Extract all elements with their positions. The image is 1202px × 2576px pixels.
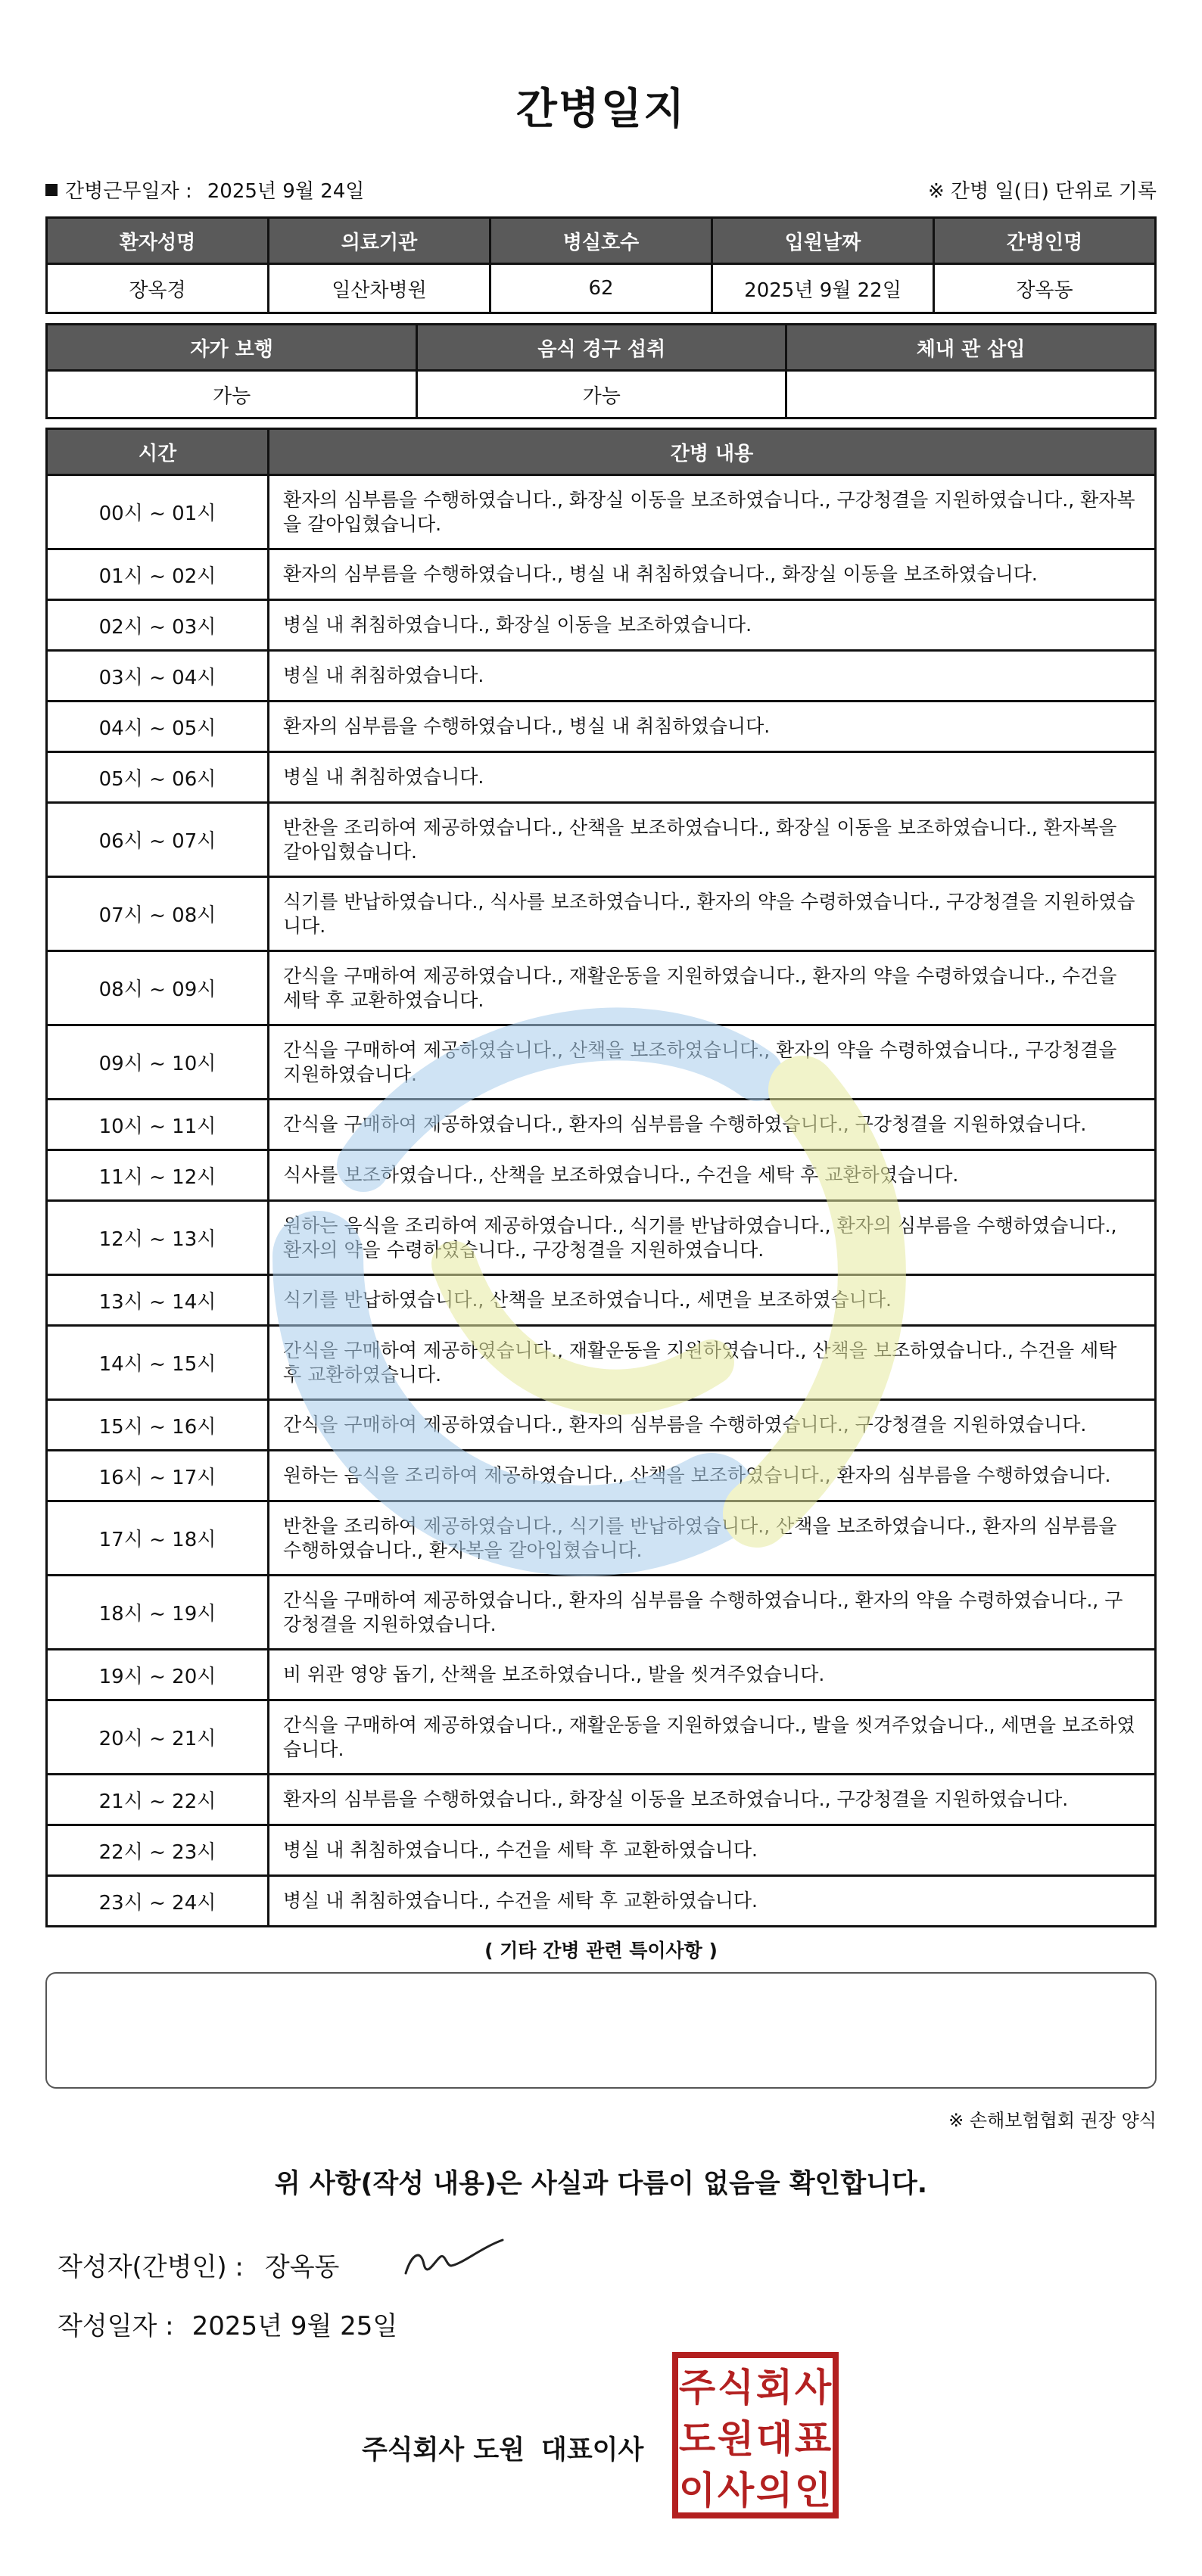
care-log-time: 10시 ~ 11시 [47,1100,269,1150]
care-log-content: 간식을 구매하여 제공하였습니다., 환자의 심부름을 수행하였습니다., 구강청결을 지원하였습니다. [269,1400,1156,1451]
care-log-row [47,1400,1156,1451]
care-log-time: 17시 ~ 18시 [47,1501,269,1576]
care-log-content: 환자의 심부름을 수행하였습니다., 화장실 이동을 보조하였습니다., 구강청결을 지원하였습니다., 환자복을 갈아입혔습니다. [269,475,1156,549]
written-date-label: 작성일자 : [58,2311,174,2341]
care-log-row [47,1775,1156,1825]
svg-text:사: 사 [717,2469,755,2512]
header-caregiver-name: 간병인명 [934,218,1156,264]
care-log-content: 간식을 구매하여 제공하였습니다., 재활운동을 지원하였습니다., 발을 씻겨주었습니다., 세면을 보조하였습니다. [269,1700,1156,1775]
care-log-row [47,1700,1156,1775]
care-log-time: 13시 ~ 14시 [47,1275,269,1326]
tube-insertion-value [786,371,1156,418]
company-name: 주식회사 도원 [362,2435,525,2466]
self-walking-value: 가능 [47,371,417,418]
care-log-time: 02시 ~ 03시 [47,600,269,651]
care-log-content: 환자의 심부름을 수행하였습니다., 화장실 이동을 보조하였습니다., 구강청결을 지원하였습니다. [269,1775,1156,1825]
care-log-time: 14시 ~ 15시 [47,1326,269,1400]
care-log-time: 08시 ~ 09시 [47,951,269,1025]
care-log-row [47,1100,1156,1150]
care-log-row [47,702,1156,752]
care-log-content: 병실 내 취침하였습니다., 수건을 세탁 후 교환하였습니다. [269,1825,1156,1876]
svg-text:식: 식 [717,2366,755,2410]
care-log-row [47,600,1156,651]
written-date-value: 2025년 9월 25일 [192,2311,398,2341]
care-log-row [47,1825,1156,1876]
header-admission-date: 입원날짜 [712,218,934,264]
header-care-content: 간병 내용 [269,429,1156,475]
header-patient-name: 환자성명 [47,218,269,264]
hospital-name: 일산차병원 [269,264,490,313]
care-log-row [47,1150,1156,1201]
square-bullet-icon [45,184,58,196]
care-log-content: 비 위관 영양 돕기, 산책을 보조하였습니다., 발을 씻겨주었습니다. [269,1650,1156,1700]
care-log-time: 22시 ~ 23시 [47,1825,269,1876]
oral-intake-value: 가능 [417,371,786,418]
care-log-time: 12시 ~ 13시 [47,1201,269,1275]
patient-info-header-row [47,218,1156,264]
svg-text:표: 표 [794,2417,832,2461]
patient-info-value-row [47,264,1156,313]
care-log-time: 05시 ~ 06시 [47,752,269,803]
care-status-header-row [47,325,1156,371]
care-log-content: 반찬을 조리하여 제공하였습니다., 식기를 반납하였습니다., 산책을 보조하였습니다., 환자의 심부름을 수행하였습니다., 환자복을 갈아입혔습니다. [269,1501,1156,1576]
care-log-row [47,1451,1156,1501]
care-log-time: 07시 ~ 08시 [47,877,269,951]
care-log-content: 간식을 구매하여 제공하였습니다., 산책을 보조하였습니다., 환자의 약을 수령하였습니다., 구강청결을 지원하였습니다. [269,1025,1156,1100]
care-log-content: 간식을 구매하여 제공하였습니다., 재활운동을 지원하였습니다., 산책을 보조하였습니다., 수건을 세탁 후 교환하였습니다. [269,1326,1156,1400]
form-source-note: ※ 손해보험협회 권장 양식 [948,2110,1157,2131]
header-hospital: 의료기관 [269,218,490,264]
work-date-value: 2025년 9월 24일 [207,180,365,203]
room-number: 62 [490,264,712,313]
care-log-time: 19시 ~ 20시 [47,1650,269,1700]
care-log-row [47,752,1156,803]
company-seal-stamp [671,2350,840,2520]
patient-name: 장옥경 [47,264,269,313]
care-log-content: 원하는 음식을 조리하여 제공하였습니다., 산책을 보조하였습니다., 환자의 심부름을 수행하였습니다. [269,1451,1156,1501]
care-log-time: 01시 ~ 02시 [47,549,269,600]
care-log-time: 21시 ~ 22시 [47,1775,269,1825]
care-log-content: 식기를 반납하였습니다., 산책을 보조하였습니다., 세면을 보조하였습니다. [269,1275,1156,1326]
header-room-number: 병실호수 [490,218,712,264]
writer-name: 장옥동 [264,2252,340,2282]
care-log-row [47,1326,1156,1400]
care-log-content: 반찬을 조리하여 제공하였습니다., 산책을 보조하였습니다., 화장실 이동을 보조하였습니다., 환자복을 갈아입혔습니다. [269,803,1156,877]
svg-text:주: 주 [678,2366,716,2410]
care-log-time: 06시 ~ 07시 [47,803,269,877]
company-title: 대표이사 [541,2435,644,2466]
header-time: 시간 [47,429,269,475]
care-log-content: 식사를 보조하였습니다., 산책을 보조하였습니다., 수건을 세탁 후 교환하였습니다. [269,1150,1156,1201]
care-log-time: 00시 ~ 01시 [47,475,269,549]
care-log-content: 원하는 음식을 조리하여 제공하였습니다., 식기를 반납하였습니다., 환자의 심부름을 수행하였습니다., 환자의 약을 수령하였습니다., 구강청결을 지원하였습니다. [269,1201,1156,1275]
care-log-content: 환자의 심부름을 수행하였습니다., 병실 내 취침하였습니다. [269,702,1156,752]
header-self-walking: 자가 보행 [47,325,417,371]
svg-text:대: 대 [755,2417,793,2461]
care-log-content: 식기를 반납하였습니다., 식사를 보조하였습니다., 환자의 약을 수령하였습니다., 구강청결을 지원하였습니다. [269,877,1156,951]
page-title: 간병일지 [515,85,687,134]
header-tube-insertion: 체내 관 삽입 [786,325,1156,371]
care-log-time: 16시 ~ 17시 [47,1451,269,1501]
care-log-content: 병실 내 취침하였습니다., 화장실 이동을 보조하였습니다. [269,600,1156,651]
care-log-row [47,549,1156,600]
care-log-row [47,475,1156,549]
care-log-time: 20시 ~ 21시 [47,1700,269,1775]
writer-label: 작성자(간병인) : [58,2252,244,2282]
care-status-value-row [47,371,1156,418]
care-log-time: 09시 ~ 10시 [47,1025,269,1100]
writer-line [58,2246,339,2283]
svg-text:이: 이 [678,2469,716,2512]
care-log-time: 11시 ~ 12시 [47,1150,269,1201]
care-log-row [47,1025,1156,1100]
care-log-row [47,951,1156,1025]
care-log-content: 간식을 구매하여 제공하였습니다., 환자의 심부름을 수행하였습니다., 환자의 약을 수령하였습니다., 구강청결을 지원하였습니다. [269,1576,1156,1650]
patient-info-table [45,216,1157,314]
svg-text:도: 도 [678,2417,716,2461]
care-log-row [47,1576,1156,1650]
care-log-content: 간식을 구매하여 제공하였습니다., 환자의 심부름을 수행하였습니다., 구강청결을 지원하였습니다. [269,1100,1156,1150]
svg-text:회: 회 [755,2366,793,2410]
care-log-row [47,1201,1156,1275]
care-log-row [47,877,1156,951]
work-date-label: 간병근무일자 : [65,180,192,203]
care-log-row [47,651,1156,702]
care-log-row [47,1501,1156,1576]
svg-text:사: 사 [794,2366,832,2410]
care-log-content: 환자의 심부름을 수행하였습니다., 병실 내 취침하였습니다., 화장실 이동을 보조하였습니다. [269,549,1156,600]
caregiver-name: 장옥동 [934,264,1156,313]
care-log-content: 병실 내 취침하였습니다. [269,651,1156,702]
header-oral-intake: 음식 경구 섭취 [417,325,786,371]
care-log-row [47,1650,1156,1700]
care-log-content: 간식을 구매하여 제공하였습니다., 재활운동을 지원하였습니다., 환자의 약을 수령하였습니다., 수건을 세탁 후 교환하였습니다. [269,951,1156,1025]
care-log-content: 병실 내 취침하였습니다. [269,752,1156,803]
care-log-row [47,803,1156,877]
care-log-time: 15시 ~ 16시 [47,1400,269,1451]
care-log-row [47,1275,1156,1326]
handwritten-signature [401,2231,507,2284]
company-signature-line [362,2429,643,2467]
hourly-care-log-table [45,428,1157,1927]
unit-note: ※ 간병 일(日) 단위로 기록 [927,180,1157,203]
svg-text:인: 인 [794,2469,832,2512]
confirmation-statement: 위 사항(작성 내용)은 사실과 다름이 없음을 확인합니다. [274,2169,928,2199]
special-notes-title: ( 기타 간병 관련 특이사항 ) [484,1940,718,1962]
special-notes-box [45,1972,1157,2089]
care-log-header-row [47,429,1156,475]
care-log-time: 23시 ~ 24시 [47,1876,269,1927]
work-date [45,176,364,204]
care-log-time: 18시 ~ 19시 [47,1576,269,1650]
svg-text:원: 원 [717,2417,755,2461]
svg-text:의: 의 [755,2469,793,2512]
care-log-time: 04시 ~ 05시 [47,702,269,752]
admission-date: 2025년 9월 22일 [712,264,934,313]
care-log-body [47,475,1156,1927]
care-log-row [47,1876,1156,1927]
care-log-time: 03시 ~ 04시 [47,651,269,702]
written-date-line [58,2305,397,2342]
care-log-content: 병실 내 취침하였습니다., 수건을 세탁 후 교환하였습니다. [269,1876,1156,1927]
care-status-table [45,323,1157,419]
